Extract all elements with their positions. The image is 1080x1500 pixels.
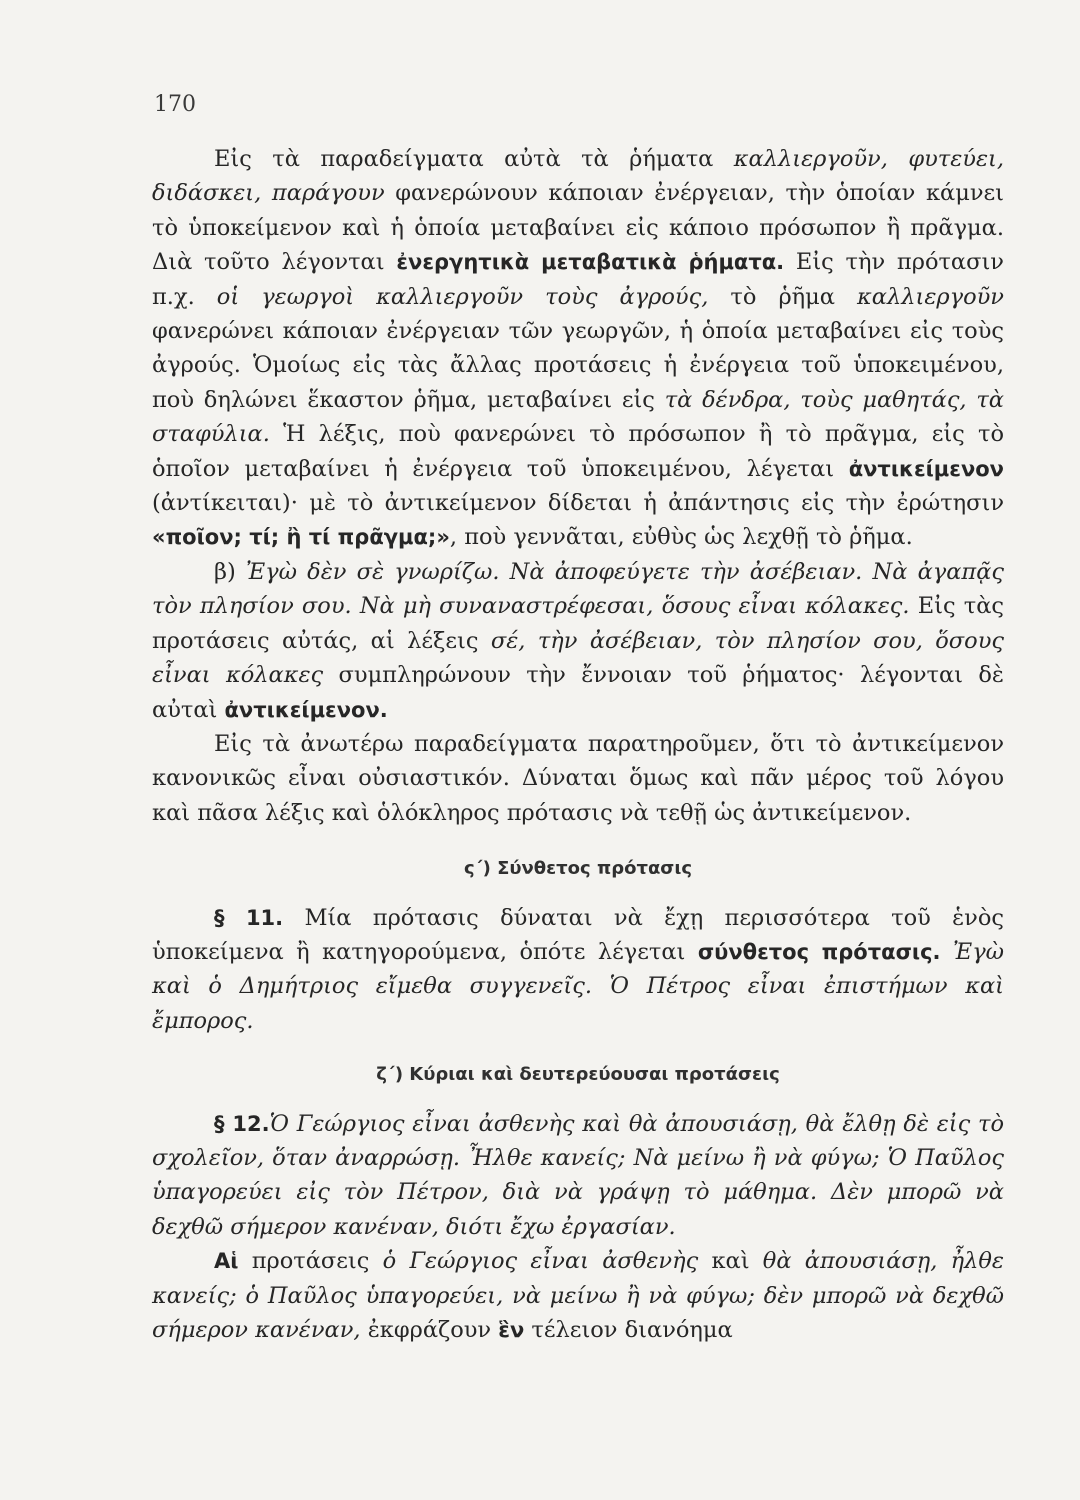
text-run: τὸ ῥῆμα	[708, 283, 858, 310]
text-run: φανερώνει κάποιαν ἐνέργειαν τῶν γεωργῶν, ἡ ὁποία μεταβαίνει εἰς τοὺς ἀγρούς. Ὁμοίως εἰς τὰς ἄλλας προτάσεις ἡ ἐνέργεια τοῦ ὑποκειμένου, ποὺ δηλώνει ἕκαστον ῥῆμα, μεταβαίνει εἰς	[152, 318, 1004, 413]
text-run: Μία πρότασις δύναται νὰ ἔχῃ περισσότερα τοῦ ἑνὸς ὑποκείμενα ἢ κατηγορούμενα, ὁπότε λέγεται	[152, 904, 1004, 965]
section-heading-main-subordinate: ζ΄) Κύριαι καὶ δευτερεύουσαι προτάσεις	[376, 1064, 780, 1086]
italic-examples: τὰ δένδρα, τοὺς μαθητάς, τὰ σταφύλια.	[152, 386, 1005, 448]
paragraph-section-12	[152, 1107, 1004, 1245]
bold-word: ἓν	[498, 1318, 525, 1342]
text-run: Εἰς τὰς προτάσεις αὐτάς, αἱ λέξεις	[152, 593, 1004, 654]
text-run: Εἰς τὰ παραδείγματα αὐτὰ τὰ ῥήματα	[214, 146, 734, 172]
bold-term-object: ἀντικείμενον.	[224, 697, 388, 722]
paragraph-object-examples	[152, 555, 1004, 727]
italic-examples: Ὁ Γεώργιος εἶναι ἀσθενὴς καὶ θὰ ἀπουσιάσῃ, θὰ ἔλθῃ δὲ εἰς τὸ σχολεῖον, ὅταν ἀναρρώσῃ. Ἦλθε κανείς; Νὰ μείνω ἢ νὰ φύγω; Ὁ Παῦλος ὑπαγορεύει εἰς τὸν Πέτρον, διὰ νὰ γράψῃ τὸ μάθημα. Δὲν μπορῶ νὰ δεχθῶ σήμερον κανέναν, διότι ἔχω ἐργασίαν.	[152, 1110, 1004, 1240]
section-number: § 12.	[214, 1111, 270, 1136]
italic-example: οἱ γεωργοὶ καλλιεργοῦν τοὺς ἀγρούς,	[216, 283, 709, 310]
italic-examples: Ἐγὼ καὶ ὁ Δημήτριος εἴμεθα συγγενεῖς. Ὁ Πέτρος εἶναι ἐπιστήμων καὶ ἔμπορος.	[152, 938, 1004, 1034]
text-run: Εἰς τὴν πρότασιν π.χ.	[152, 249, 1004, 310]
italic-examples: Ἐγὼ δὲν σὲ γνωρίζω. Νὰ ἀποφεύγετε τὴν ἀσέβειαν. Νὰ ἀγαπᾷς τὸν πλησίον σου. Νὰ μὴ συναναστρέφεσαι, ὅσους εἶναι κόλακες.	[152, 558, 1004, 620]
bold-term-transitive-verbs: ἐνεργητικὰ μεταβατικὰ ῥήματα.	[396, 250, 785, 275]
page-body	[152, 142, 1004, 1347]
text-run: Ἡ λέξις, ποὺ φανερώνει τὸ πρόσωπον ἢ τὸ πρᾶγμα, εἰς τὸ ὁποῖον μεταβαίνει ἡ ἐνέργεια τοῦ ὑποκειμένου, λέγεται	[152, 421, 1004, 482]
italic-examples: καλλιεργοῦν, φυτεύει, διδάσκει, παράγουν	[152, 146, 1004, 207]
section-number: § 11.	[214, 905, 284, 930]
bold-term-compound-sentence: σύνθετος πρότασις.	[697, 939, 941, 964]
italic-example: καλλιεργοῦν	[857, 283, 1004, 310]
bold-word: Αἱ	[214, 1249, 239, 1274]
text-run: προτάσεις	[238, 1248, 383, 1275]
section-heading-compound-sentence: ς΄) Σύνθετος πρότασις	[463, 858, 693, 880]
text-run: φανερώνουν κάποιαν ἐνέργειαν, τὴν ὁποίαν κάμνει τὸ ὑποκείμενον καὶ ἡ ὁποία μεταβαίνει εἰς κάποιο πρόσωπον ἢ πρᾶγμα. Διὰ τοῦτο λέγονται	[152, 180, 1005, 276]
page-number: 170	[154, 92, 196, 117]
italic-examples: θὰ ἀπουσιάσῃ, ἦλθε κανείς; ὁ Παῦλος ὑπαγορεύει, νὰ μείνω ἢ νὰ φύγω; δὲν μπορῶ νὰ δεχθῶ σήμερον κανέναν,	[152, 1248, 1005, 1343]
text-run: συμπληρώνουν τὴν ἔννοιαν τοῦ ῥήματος· λέγονται δὲ αὐταὶ	[152, 662, 1004, 723]
italic-example: ὁ Γεώργιος εἶναι ἀσθενὴς	[382, 1248, 699, 1275]
paragraph-main-clauses	[152, 1244, 1004, 1347]
italic-examples: σέ, τὴν ἀσέβειαν, τὸν πλησίον σου, ὅσους εἶναι κόλακες	[152, 627, 1004, 689]
text-run	[941, 939, 953, 965]
text-run: καὶ	[698, 1248, 763, 1275]
paragraph-transitive-verbs	[152, 142, 1004, 555]
text-run: ἐκφράζουν	[360, 1317, 499, 1343]
bold-question: «ποῖον; τί; ἢ τί πρᾶγμα;»	[152, 525, 450, 550]
paragraph-section-11	[152, 901, 1004, 1039]
text-run: (ἀντίκειται)· μὲ τὸ ἀντικείμενον δίδεται ἡ ἀπάντησις εἰς τὴν ἐρώτησιν	[152, 490, 1004, 517]
text-run: , ποὺ γεννᾶται, εὐθὺς ὡς λεχθῇ τὸ ῥῆμα.	[449, 524, 913, 551]
text-run: β)	[214, 558, 246, 585]
paragraph-object-noun: Εἰς τὰ ἀνωτέρω παραδείγματα παρατηροῦμεν, ὅτι τὸ ἀντικείμενον κανονικῶς εἶναι οὐσιαστικόν. Δύναται ὅμως καὶ πᾶν μέρος τοῦ λόγου καὶ πᾶσα λέξις καὶ ὁλόκληρος πρότασις νὰ τεθῇ ὡς ἀντικείμενον.	[152, 730, 1004, 826]
bold-term-object: ἀντικείμενον	[848, 456, 1004, 481]
text-run: τέλειον διανόημα	[524, 1317, 733, 1343]
